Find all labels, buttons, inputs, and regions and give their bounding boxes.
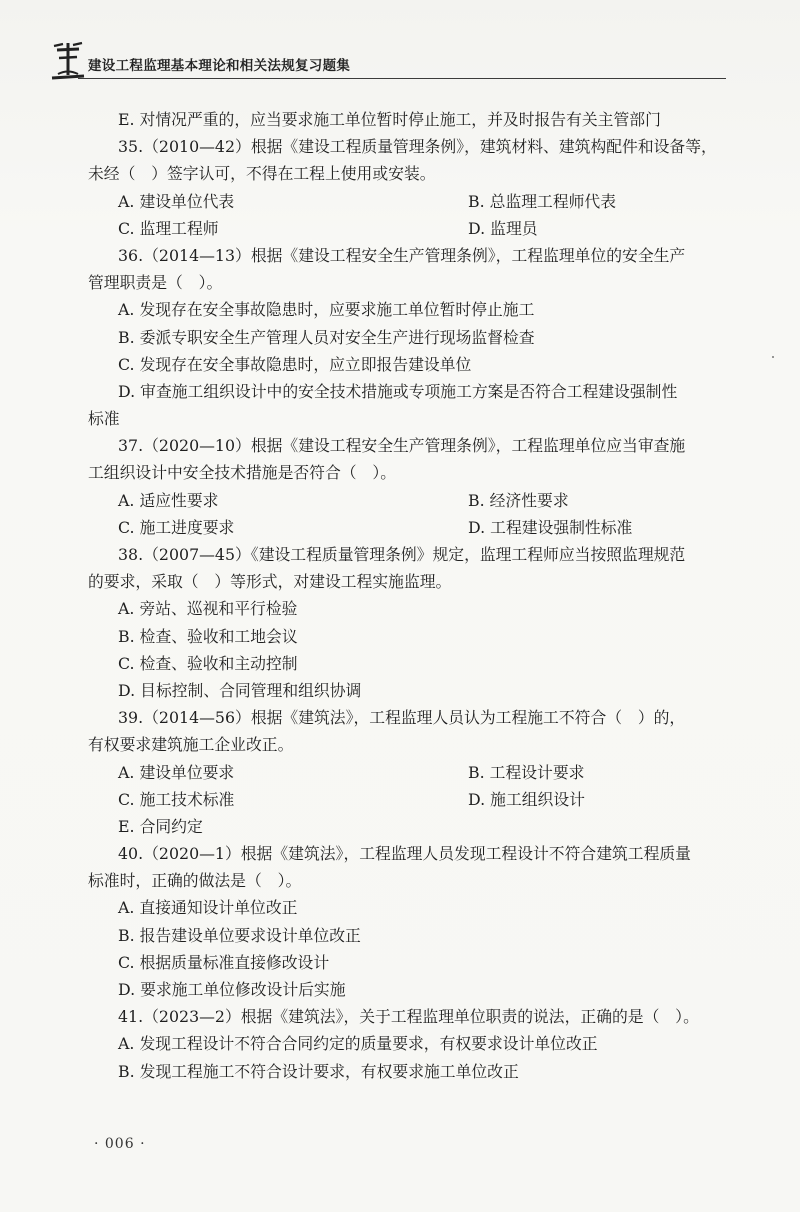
question-41-stem: 41.（2023—2）根据《建筑法》，关于工程监理单位职责的说法，正确的是（ ）。	[118, 1007, 699, 1027]
question-37-stem-cont: 工组织设计中安全技术措施是否符合（ ）。	[88, 463, 397, 483]
option-d: D. 施工组织设计	[468, 789, 585, 809]
question-38-stem-cont: 的要求，采取（ ）等形式，对建设工程实施监理。	[88, 572, 452, 592]
question-35-stem-cont: 未经（ ）签字认可，不得在工程上使用或安装。	[88, 164, 436, 184]
option-d: D. 工程建设强制性标准	[468, 517, 633, 537]
option-a: A. 建设单位要求	[118, 762, 235, 782]
question-37-stem: 37.（2020—10）根据《建设工程安全生产管理条例》，工程监理单位应当审查施	[118, 436, 686, 456]
option-row	[88, 487, 728, 514]
option-b: B. 工程设计要求	[468, 762, 585, 782]
option-d: D. 监理员	[468, 218, 538, 238]
option-a: A. 发现工程设计不符合合同约定的质量要求，有权要求设计单位改正	[118, 1034, 598, 1054]
option-d: D. 审查施工组织设计中的安全技术措施或专项施工方案是否符合工程建设强制性	[118, 381, 678, 401]
option-b: B. 发现工程施工不符合设计要求，有权要求施工单位改正	[118, 1061, 519, 1081]
option-b: B. 检查、验收和工地会议	[118, 626, 298, 646]
option-e: E. 合同约定	[118, 816, 203, 836]
option-row	[88, 188, 728, 215]
option-c: C. 检查、验收和主动控制	[118, 653, 298, 673]
option-b: B. 总监理工程师代表	[468, 191, 617, 211]
question-36-stem-cont: 管理职责是（ ）。	[88, 273, 223, 293]
option-d-cont: 标准	[88, 409, 120, 429]
option-row	[88, 215, 728, 242]
option-a: A. 发现存在安全事故隐患时，应要求施工单位暂时停止施工	[118, 300, 535, 320]
option-d: D. 目标控制、合同管理和组织协调	[118, 680, 362, 700]
page-number: · 006 ·	[94, 1136, 146, 1152]
text-line: E. 对情况严重的，应当要求施工单位暂时停止施工，并及时报告有关主管部门	[118, 110, 661, 129]
option-a: A. 建设单位代表	[118, 191, 235, 211]
option-b: B. 报告建设单位要求设计单位改正	[118, 925, 361, 945]
option-b: B. 委派专职安全生产管理人员对安全生产进行现场监督检查	[118, 327, 535, 347]
option-a: A. 直接通知设计单位改正	[118, 898, 298, 918]
option-row	[88, 759, 728, 786]
question-35-stem: 35.（2010—42）根据《建设工程质量管理条例》，建筑材料、建筑构配件和设备等，	[118, 137, 717, 157]
option-c: C. 监理工程师	[118, 218, 219, 238]
option-row	[88, 514, 728, 541]
question-40-stem-cont: 标准时，正确的做法是（ ）。	[88, 871, 302, 891]
question-39-stem: 39.（2014—56）根据《建筑法》，工程监理人员认为工程施工不符合（ ）的，	[118, 708, 686, 728]
question-40-stem: 40.（2020—1）根据《建筑法》，工程监理人员发现工程设计不符合建筑工程质量	[118, 844, 691, 864]
page-header	[48, 38, 728, 88]
tree-logo-icon	[50, 40, 86, 82]
option-c: C. 施工进度要求	[118, 517, 235, 537]
question-list	[88, 106, 728, 1085]
option-c: C. 根据质量标准直接修改设计	[118, 952, 330, 972]
header-divider	[78, 78, 726, 79]
option-c: C. 发现存在安全事故隐患时，应立即报告建设单位	[118, 354, 472, 374]
book-title: 建设工程监理基本理论和相关法规复习题集	[88, 58, 351, 74]
option-c: C. 施工技术标准	[118, 789, 235, 809]
scan-speck	[772, 356, 774, 358]
option-row	[88, 786, 728, 813]
question-36-stem: 36.（2014—13）根据《建设工程安全生产管理条例》，工程监理单位的安全生产	[118, 245, 686, 265]
option-b: B. 经济性要求	[468, 490, 569, 510]
question-39-stem-cont: 有权要求建筑施工企业改正。	[88, 735, 294, 755]
option-a: A. 旁站、巡视和平行检验	[118, 599, 298, 619]
question-38-stem: 38.（2007—45）《建设工程质量管理条例》规定，监理工程师应当按照监理规范	[118, 545, 686, 564]
option-d: D. 要求施工单位修改设计后实施	[118, 980, 346, 999]
option-a: A. 适应性要求	[118, 490, 219, 510]
